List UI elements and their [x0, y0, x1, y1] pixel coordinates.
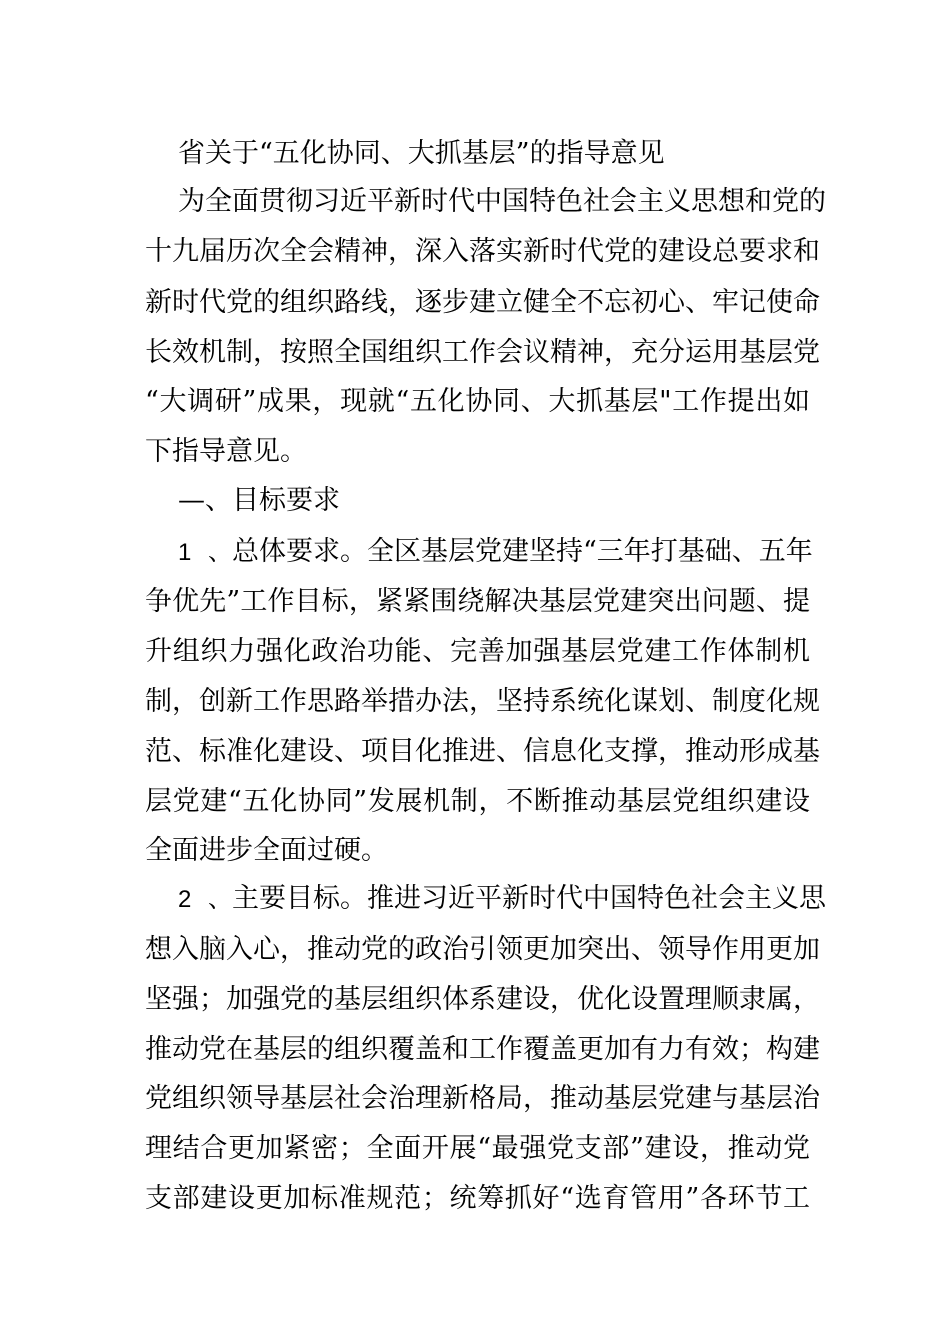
intro-line-2: 十九届历次全会精神，深入落实新时代党的建设总要求和 — [145, 236, 820, 267]
item2-line-1: 主要目标。推进习近平新时代中国特色社会主义思 — [232, 883, 826, 914]
intro-line-6: 下指导意见。 — [145, 436, 307, 467]
item1-line-1: 总体要求。全区基层党建坚持“三年打基础、五年 — [232, 536, 813, 567]
item2-line-7: 支部建设更加标准规范；统筹抓好“选育管用”各环节工 — [145, 1183, 810, 1214]
item1-line-4: 制，创新工作思路举措办法，坚持系统化谋划、制度化规 — [145, 686, 820, 717]
item1-line-6: 层党建“五化协同”发展机制，不断推动基层党组织建设 — [145, 786, 810, 817]
intro-line-3: 新时代党的组织路线，逐步建立健全不忘初心、牢记使命 — [145, 287, 820, 318]
item2-first-line — [178, 882, 826, 917]
item1-line-3: 升组织力强化政治功能、完善加强基层党建工作体制机 — [145, 636, 810, 667]
item1-number: 1、 — [178, 539, 232, 566]
item2-line-4: 推动党在基层的组织覆盖和工作覆盖更加有力有效；构建 — [145, 1034, 820, 1065]
item2-line-5: 党组织领导基层社会治理新格局，推动基层党建与基层治 — [145, 1083, 820, 1114]
item2-line-3: 坚强；加强党的基层组织体系建设，优化设置理顺隶属， — [145, 984, 820, 1015]
item2-number: 2、 — [178, 886, 232, 913]
item1-first-line — [178, 535, 813, 570]
intro-line-4: 长效机制，按照全国组织工作会议精神，充分运用基层党 — [145, 337, 820, 368]
item1-line-5: 范、标准化建设、项目化推进、信息化支撑，推动形成基 — [145, 736, 820, 767]
item1-line-7: 全面进步全面过硬。 — [145, 835, 388, 866]
item2-line-2: 想入脑入心，推动党的政治引领更加突出、领导作用更加 — [145, 934, 820, 965]
section-heading: —、目标要求 — [178, 485, 340, 516]
intro-line-1: 为全面贯彻习近平新时代中国特色社会主义思想和党的 — [178, 186, 826, 217]
item2-line-6: 理结合更加紧密；全面开展“最强党支部”建设，推动党 — [145, 1133, 810, 1164]
intro-line-5: “大调研”成果，现就“五化协同、大抓基层"工作提出如 — [145, 386, 810, 417]
document-title: 省关于“五化协同、大抓基层”的指导意见 — [178, 138, 665, 169]
item1-line-2: 争优先”工作目标，紧紧围绕解决基层党建突出问题、提 — [145, 586, 810, 617]
